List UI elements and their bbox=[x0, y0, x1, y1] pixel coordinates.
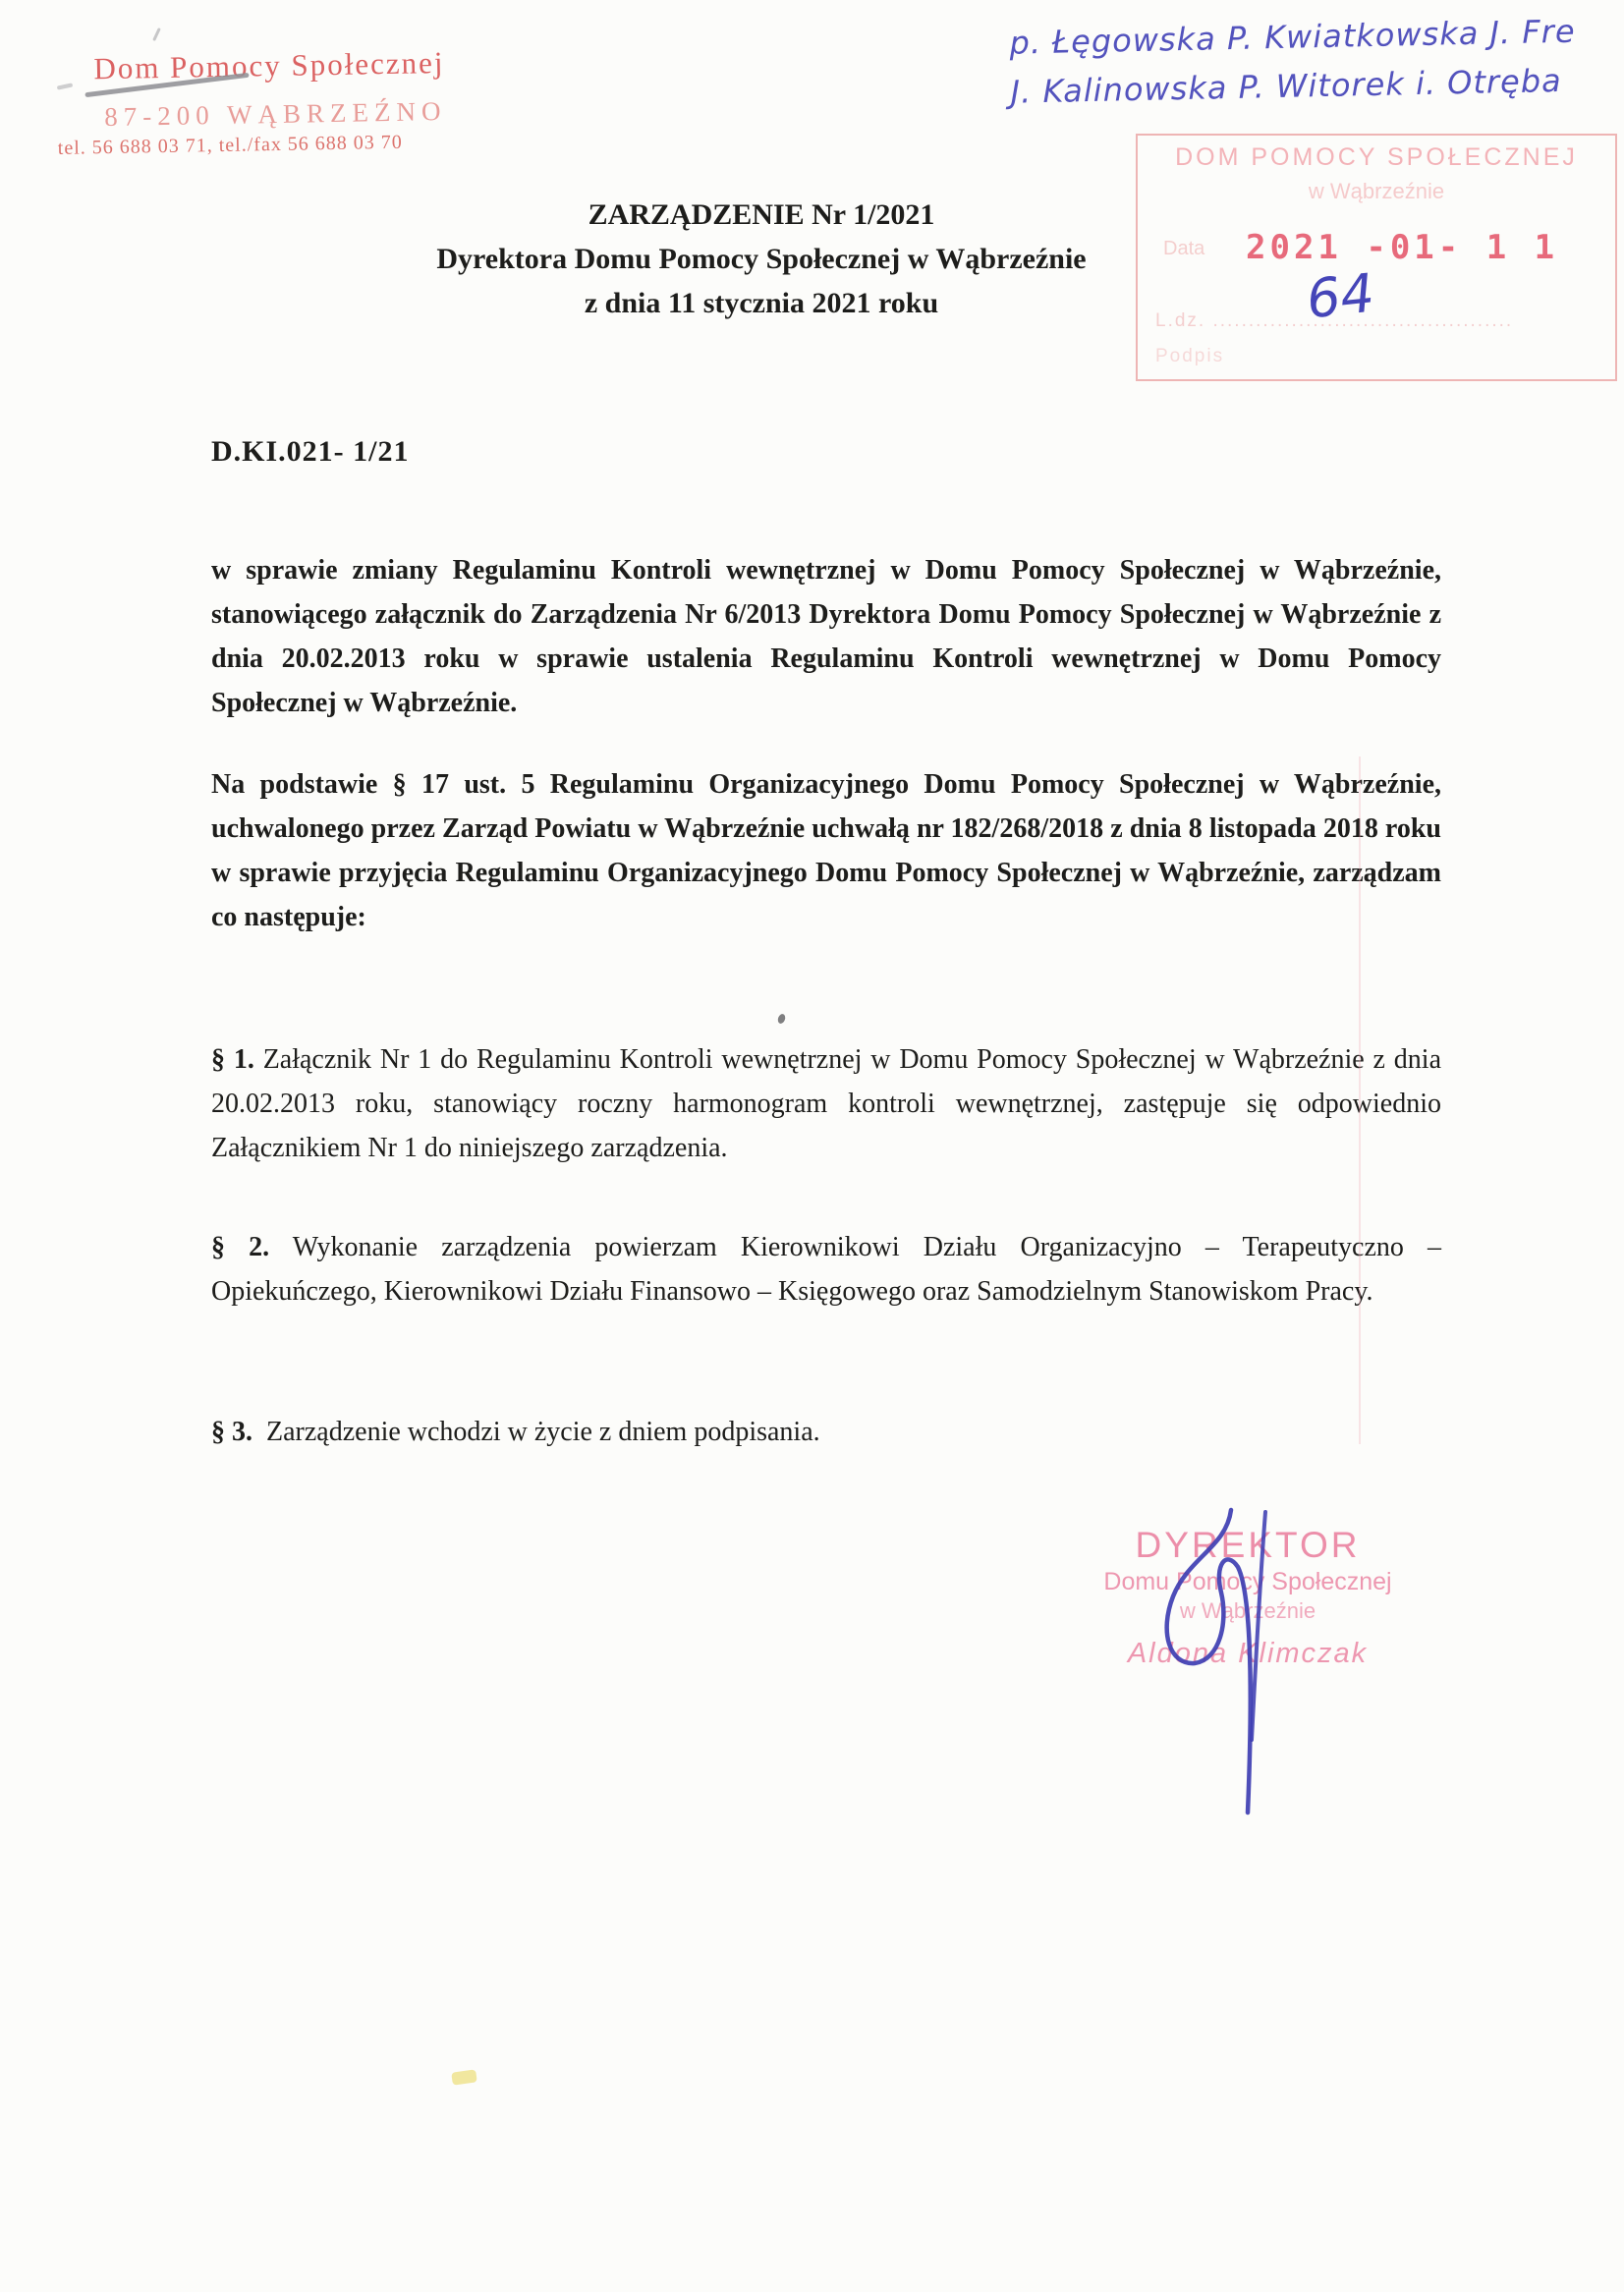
sender-stamp-address: 87-200 WĄBRZEŹNO bbox=[103, 95, 447, 133]
legal-basis-paragraph: Na podstawie § 17 ust. 5 Regulaminu Organizacyjnego Domu Pomocy Społecznej w Wąbrzeźnie, uchwalonego przez Zarząd Powiatu w Wąbrzeźnie uchwałą nr 182/268/2018 z dnia 8 listopada 2018 roku w sprawie przyjęcia Regulaminu Organizacyjnego Domu Pomocy Społecznej w Wąbrzeźnie, zarządzam co następuje: bbox=[211, 769, 1441, 932]
sender-stamp-name: Dom Pomocy Społecznej bbox=[93, 44, 445, 86]
receipt-stamp-org-name: DOM POMOCY SPOŁECZNEJ bbox=[1175, 143, 1578, 171]
handwritten-signature bbox=[1130, 1506, 1316, 1820]
highlighter-mark bbox=[451, 2069, 477, 2085]
sender-stamp bbox=[56, 42, 608, 160]
receipt-stamp-org-city: w Wąbrzeźnie bbox=[1308, 179, 1445, 203]
section-3-marker: § 3. bbox=[211, 1417, 252, 1447]
handwritten-note bbox=[1009, 5, 1624, 116]
section-2-paragraph bbox=[211, 1225, 1441, 1314]
section-1-marker: § 1. bbox=[211, 1044, 254, 1075]
receipt-ldz-line: L.dz. .......................................... bbox=[1155, 310, 1514, 331]
handwritten-note-line2: J. Kalinowska P. Witorek i. Otręba bbox=[1010, 61, 1563, 111]
receipt-date-stamp: 2021 -01- 1 1 bbox=[1246, 228, 1559, 267]
section-3-text: Zarządzenie wchodzi w życie z dniem podpisania. bbox=[266, 1417, 820, 1447]
director-stamp-title: DYREKTOR bbox=[1135, 1525, 1361, 1565]
handwritten-note-line1: p. Łęgowska P. Kwiatkowska J. Fre bbox=[1009, 12, 1576, 62]
receipt-date-label: Data bbox=[1163, 238, 1205, 259]
section-1-text: Załącznik Nr 1 do Regulaminu Kontroli wewnętrznej w Domu Pomocy Społecznej w Wąbrzeźnie z dnia 20.02.2013 roku, stanowiący roczny harmonogram kontroli wewnętrznej, zastępuje się odpowiednio Załącznikiem Nr 1 do niniejszego zarządzenia. bbox=[211, 1044, 1441, 1163]
section-2-marker: § 2. bbox=[211, 1232, 270, 1262]
title-line3: z dnia 11 stycznia 2021 roku bbox=[584, 287, 939, 319]
director-stamp-org: Domu Pomocy Społecznej bbox=[1103, 1568, 1392, 1595]
pen-tick-mark bbox=[152, 28, 161, 41]
section-1-paragraph bbox=[211, 1037, 1441, 1170]
title-line1: ZARZĄDZENIE Nr 1/2021 bbox=[588, 198, 935, 231]
director-stamp-city: w Wąbrzeźnie bbox=[1179, 1598, 1316, 1623]
document-title bbox=[177, 193, 1346, 325]
subject-paragraph: w sprawie zmiany Regulaminu Kontroli wewnętrznej w Domu Pomocy Społecznej w Wąbrzeźnie, stanowiącego załącznik do Zarządzenia Nr 6/2013 Dyrektora Domu Pomocy Społecznej w Wąbrzeźnie z dnia 20.02.2013 roku w sprawie ustalenia Regulaminu Kontroli wewnętrznej w Domu Pomocy Społecznej w Wąbrzeźnie. bbox=[211, 555, 1441, 718]
section-3-paragraph bbox=[211, 1410, 1441, 1454]
director-stamp-name: Aldona Klimczak bbox=[1127, 1638, 1369, 1669]
receipt-signature-label: Podpis bbox=[1155, 346, 1225, 366]
sender-stamp-phone: tel. 56 688 03 71, tel./fax 56 688 03 70 bbox=[57, 131, 404, 159]
title-line2: Dyrektora Domu Pomocy Społecznej w Wąbrzeźnie bbox=[436, 243, 1087, 275]
handwritten-case-number: 64 bbox=[1303, 261, 1377, 331]
section-2-text: Wykonanie zarządzenia powierzam Kierownikowi Działu Organizacyjno – Terapeutyczno – Opiekuńczego, Kierownikowi Działu Finansowo – Księgowego oraz Samodzielnym Stanowiskom Pracy. bbox=[211, 1232, 1442, 1307]
reference-number: D.KI.021- 1/21 bbox=[211, 435, 410, 468]
ink-speck bbox=[777, 1013, 787, 1025]
scanner-line-artifact bbox=[1359, 756, 1361, 1444]
